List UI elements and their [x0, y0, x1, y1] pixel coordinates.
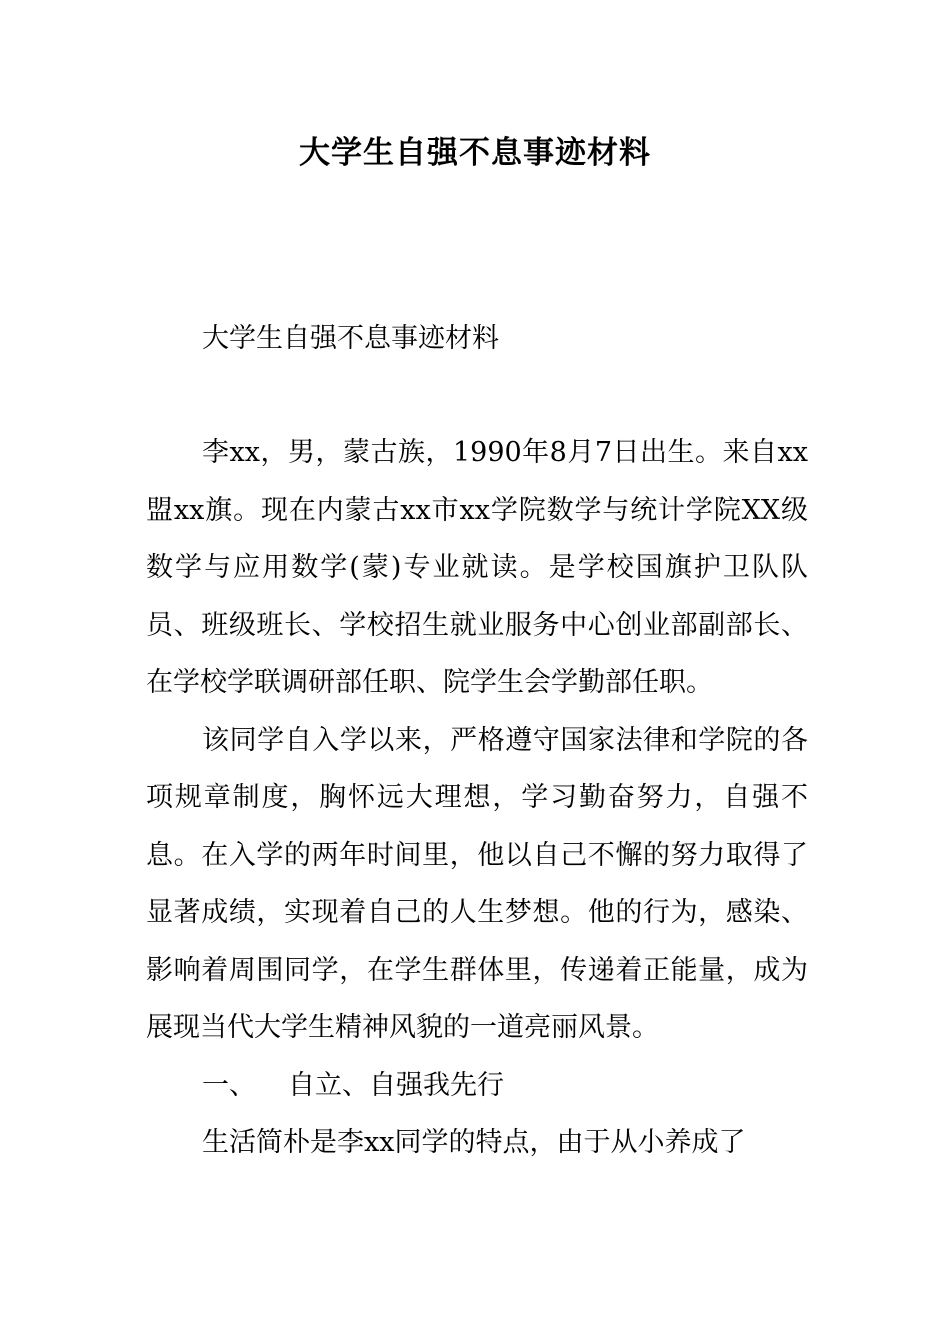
document-body	[146, 424, 808, 1172]
section-heading-number: 一、	[202, 1069, 256, 1101]
section-heading	[146, 1057, 808, 1115]
paragraph-3: 生活简朴是李xx同学的特点，由于从小养成了	[202, 1127, 746, 1158]
paragraph-2: 该同学自入学以来，严格遵守国家法律和学院的各项规章制度，胸怀远大理想，学习勤奋努力，自强不息。在入学的两年时间里，他以自己不懈的努力取得了显著成绩，实现着自己的人生梦想。他的行为，感染、影响着周围同学，在学生群体里，传递着正能量，成为展现当代大学生精神风貌的一道亮丽风景。	[146, 724, 808, 1043]
paragraph-1: 李xx，男，蒙古族，1990年8月7日出生。来自xx盟xx旗。现在内蒙古xx市xx学院数学与统计学院XX级数学与应用数学(蒙)专业就读。是学校国旗护卫队队员、班级班长、学校招生就业服务中心创业部副部长、在学校学联调研部任职、院学生会学勤部任职。	[146, 437, 808, 698]
document-title: 大学生自强不息事迹材料	[299, 135, 651, 171]
document-subtitle: 大学生自强不息事迹材料	[202, 323, 499, 354]
section-heading-text: 自立、自强我先行	[288, 1069, 504, 1101]
